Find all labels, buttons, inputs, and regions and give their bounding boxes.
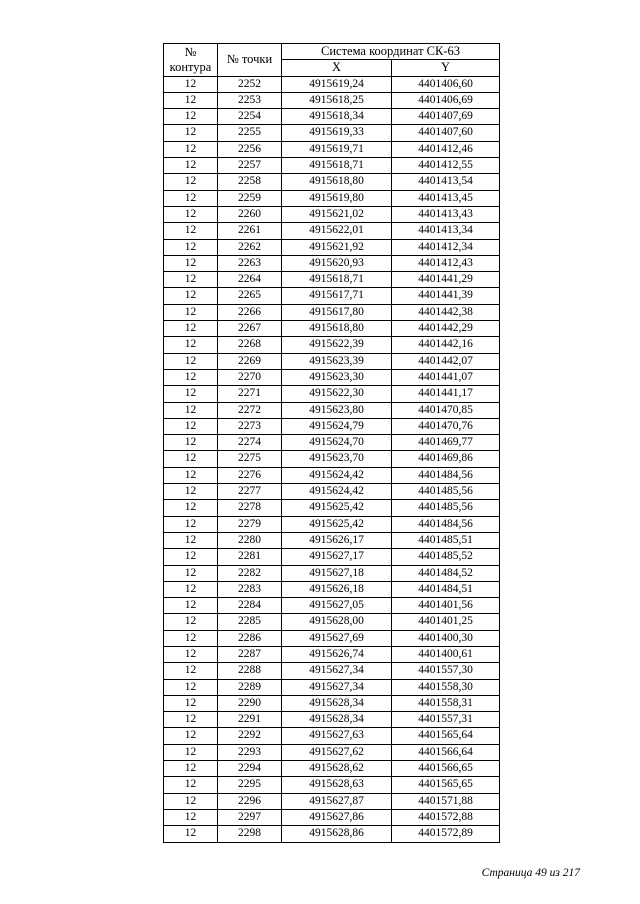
cell-x: 4915618,80 <box>282 174 392 190</box>
table-row <box>164 663 500 679</box>
cell-point: 2256 <box>218 141 282 157</box>
cell-x: 4915618,34 <box>282 109 392 125</box>
cell-contour: 12 <box>164 386 218 402</box>
table-row <box>164 679 500 695</box>
cell-contour: 12 <box>164 777 218 793</box>
cell-y: 4401485,52 <box>392 549 500 565</box>
cell-point: 2280 <box>218 532 282 548</box>
cell-y: 4401572,88 <box>392 809 500 825</box>
cell-y: 4401442,07 <box>392 353 500 369</box>
table-row <box>164 304 500 320</box>
cell-y: 4401441,39 <box>392 288 500 304</box>
cell-y: 4401441,29 <box>392 272 500 288</box>
cell-y: 4401557,30 <box>392 663 500 679</box>
cell-y: 4401413,45 <box>392 190 500 206</box>
cell-x: 4915623,30 <box>282 369 392 385</box>
cell-y: 4401566,64 <box>392 744 500 760</box>
coordinates-table <box>163 43 500 843</box>
cell-contour: 12 <box>164 646 218 662</box>
header-y: Y <box>392 60 500 76</box>
cell-y: 4401558,31 <box>392 695 500 711</box>
cell-contour: 12 <box>164 223 218 239</box>
cell-point: 2264 <box>218 272 282 288</box>
cell-point: 2291 <box>218 712 282 728</box>
cell-y: 4401412,46 <box>392 141 500 157</box>
cell-y: 4401400,30 <box>392 630 500 646</box>
cell-y: 4401557,31 <box>392 712 500 728</box>
table-row <box>164 386 500 402</box>
cell-x: 4915623,80 <box>282 402 392 418</box>
table-row <box>164 646 500 662</box>
cell-y: 4401406,69 <box>392 92 500 108</box>
cell-contour: 12 <box>164 809 218 825</box>
cell-contour: 12 <box>164 581 218 597</box>
header-coordinate-system: Система координат СК-63 <box>282 44 500 60</box>
table-row <box>164 125 500 141</box>
cell-contour: 12 <box>164 679 218 695</box>
cell-y: 4401470,76 <box>392 418 500 434</box>
cell-point: 2277 <box>218 484 282 500</box>
cell-point: 2276 <box>218 467 282 483</box>
cell-contour: 12 <box>164 321 218 337</box>
cell-y: 4401442,16 <box>392 337 500 353</box>
table-row <box>164 500 500 516</box>
cell-point: 2269 <box>218 353 282 369</box>
cell-x: 4915622,39 <box>282 337 392 353</box>
cell-x: 4915628,63 <box>282 777 392 793</box>
table-row <box>164 353 500 369</box>
cell-y: 4401558,30 <box>392 679 500 695</box>
cell-contour: 12 <box>164 174 218 190</box>
cell-x: 4915627,69 <box>282 630 392 646</box>
cell-y: 4401571,88 <box>392 793 500 809</box>
table-row <box>164 109 500 125</box>
table-row <box>164 744 500 760</box>
table-row <box>164 581 500 597</box>
table-row <box>164 255 500 271</box>
cell-point: 2295 <box>218 777 282 793</box>
cell-contour: 12 <box>164 337 218 353</box>
cell-y: 4401407,69 <box>392 109 500 125</box>
cell-x: 4915622,30 <box>282 386 392 402</box>
cell-point: 2270 <box>218 369 282 385</box>
cell-x: 4915624,42 <box>282 484 392 500</box>
cell-point: 2294 <box>218 761 282 777</box>
cell-point: 2286 <box>218 630 282 646</box>
cell-y: 4401400,61 <box>392 646 500 662</box>
cell-contour: 12 <box>164 109 218 125</box>
table-row <box>164 174 500 190</box>
table-row <box>164 451 500 467</box>
cell-y: 4401485,56 <box>392 484 500 500</box>
cell-x: 4915627,34 <box>282 663 392 679</box>
cell-contour: 12 <box>164 484 218 500</box>
cell-contour: 12 <box>164 239 218 255</box>
cell-contour: 12 <box>164 206 218 222</box>
cell-y: 4401413,43 <box>392 206 500 222</box>
table-row <box>164 793 500 809</box>
cell-y: 4401485,51 <box>392 532 500 548</box>
table-row <box>164 402 500 418</box>
cell-point: 2289 <box>218 679 282 695</box>
table-body <box>164 76 500 842</box>
cell-point: 2298 <box>218 826 282 842</box>
cell-x: 4915624,79 <box>282 418 392 434</box>
table-row <box>164 565 500 581</box>
cell-x: 4915621,92 <box>282 239 392 255</box>
cell-contour: 12 <box>164 500 218 516</box>
cell-y: 4401572,89 <box>392 826 500 842</box>
cell-y: 4401469,86 <box>392 451 500 467</box>
table-row <box>164 826 500 842</box>
cell-y: 4401441,07 <box>392 369 500 385</box>
table-row <box>164 728 500 744</box>
cell-y: 4401565,64 <box>392 728 500 744</box>
table-row <box>164 337 500 353</box>
cell-contour: 12 <box>164 304 218 320</box>
cell-x: 4915623,39 <box>282 353 392 369</box>
cell-x: 4915628,86 <box>282 826 392 842</box>
table-row <box>164 92 500 108</box>
header-x: X <box>282 60 392 76</box>
cell-contour: 12 <box>164 190 218 206</box>
cell-y: 4401413,34 <box>392 223 500 239</box>
cell-contour: 12 <box>164 402 218 418</box>
cell-y: 4401442,38 <box>392 304 500 320</box>
cell-x: 4915627,34 <box>282 679 392 695</box>
cell-point: 2288 <box>218 663 282 679</box>
cell-x: 4915628,34 <box>282 712 392 728</box>
cell-contour: 12 <box>164 728 218 744</box>
cell-contour: 12 <box>164 565 218 581</box>
cell-y: 4401484,51 <box>392 581 500 597</box>
cell-point: 2253 <box>218 92 282 108</box>
cell-y: 4401470,85 <box>392 402 500 418</box>
cell-x: 4915619,33 <box>282 125 392 141</box>
cell-x: 4915625,42 <box>282 516 392 532</box>
cell-y: 4401401,56 <box>392 598 500 614</box>
cell-contour: 12 <box>164 695 218 711</box>
cell-y: 4401565,65 <box>392 777 500 793</box>
table-row <box>164 418 500 434</box>
cell-x: 4915618,80 <box>282 321 392 337</box>
cell-point: 2285 <box>218 614 282 630</box>
cell-point: 2284 <box>218 598 282 614</box>
cell-point: 2278 <box>218 500 282 516</box>
table-row <box>164 614 500 630</box>
cell-contour: 12 <box>164 272 218 288</box>
cell-y: 4401469,77 <box>392 435 500 451</box>
header-contour-symbol: № <box>184 44 197 59</box>
cell-y: 4401412,34 <box>392 239 500 255</box>
cell-x: 4915617,80 <box>282 304 392 320</box>
table-row <box>164 712 500 728</box>
table-row <box>164 272 500 288</box>
cell-point: 2282 <box>218 565 282 581</box>
cell-x: 4915623,70 <box>282 451 392 467</box>
cell-contour: 12 <box>164 532 218 548</box>
cell-point: 2268 <box>218 337 282 353</box>
cell-contour: 12 <box>164 663 218 679</box>
cell-x: 4915626,18 <box>282 581 392 597</box>
cell-contour: 12 <box>164 761 218 777</box>
cell-contour: 12 <box>164 141 218 157</box>
cell-point: 2296 <box>218 793 282 809</box>
cell-point: 2293 <box>218 744 282 760</box>
cell-point: 2252 <box>218 76 282 92</box>
cell-x: 4915625,42 <box>282 500 392 516</box>
cell-y: 4401412,55 <box>392 158 500 174</box>
table-header <box>164 44 500 77</box>
cell-contour: 12 <box>164 614 218 630</box>
table-row <box>164 190 500 206</box>
cell-x: 4915627,63 <box>282 728 392 744</box>
table-row <box>164 695 500 711</box>
table-row <box>164 223 500 239</box>
table-row <box>164 484 500 500</box>
table-row <box>164 206 500 222</box>
cell-x: 4915627,87 <box>282 793 392 809</box>
cell-point: 2287 <box>218 646 282 662</box>
cell-contour: 12 <box>164 451 218 467</box>
cell-contour: 12 <box>164 630 218 646</box>
cell-contour: 12 <box>164 516 218 532</box>
cell-y: 4401441,17 <box>392 386 500 402</box>
page-number: Страница 49 из 217 <box>481 867 580 879</box>
cell-y: 4401484,52 <box>392 565 500 581</box>
cell-x: 4915618,71 <box>282 158 392 174</box>
table-row <box>164 435 500 451</box>
cell-contour: 12 <box>164 435 218 451</box>
cell-point: 2279 <box>218 516 282 532</box>
cell-y: 4401407,60 <box>392 125 500 141</box>
cell-contour: 12 <box>164 826 218 842</box>
cell-contour: 12 <box>164 92 218 108</box>
table-row <box>164 516 500 532</box>
cell-x: 4915619,71 <box>282 141 392 157</box>
cell-contour: 12 <box>164 369 218 385</box>
cell-y: 4401413,54 <box>392 174 500 190</box>
header-contour-number <box>164 44 218 77</box>
cell-y: 4401412,43 <box>392 255 500 271</box>
cell-contour: 12 <box>164 125 218 141</box>
cell-contour: 12 <box>164 467 218 483</box>
cell-x: 4915627,86 <box>282 809 392 825</box>
cell-point: 2281 <box>218 549 282 565</box>
header-row-top <box>164 44 500 60</box>
cell-y: 4401485,56 <box>392 500 500 516</box>
table-row <box>164 141 500 157</box>
table-row <box>164 777 500 793</box>
cell-point: 2290 <box>218 695 282 711</box>
cell-point: 2272 <box>218 402 282 418</box>
cell-point: 2261 <box>218 223 282 239</box>
cell-x: 4915618,71 <box>282 272 392 288</box>
cell-contour: 12 <box>164 598 218 614</box>
table-row <box>164 761 500 777</box>
cell-x: 4915619,80 <box>282 190 392 206</box>
cell-point: 2260 <box>218 206 282 222</box>
header-contour-word: контура <box>169 59 212 74</box>
cell-point: 2275 <box>218 451 282 467</box>
cell-point: 2292 <box>218 728 282 744</box>
cell-contour: 12 <box>164 353 218 369</box>
cell-x: 4915626,17 <box>282 532 392 548</box>
cell-point: 2283 <box>218 581 282 597</box>
cell-point: 2262 <box>218 239 282 255</box>
cell-point: 2273 <box>218 418 282 434</box>
cell-point: 2258 <box>218 174 282 190</box>
cell-point: 2257 <box>218 158 282 174</box>
cell-x: 4915627,05 <box>282 598 392 614</box>
table-row <box>164 630 500 646</box>
header-point-number: № точки <box>218 44 282 77</box>
cell-x: 4915626,74 <box>282 646 392 662</box>
cell-y: 4401484,56 <box>392 516 500 532</box>
cell-x: 4915621,02 <box>282 206 392 222</box>
cell-point: 2297 <box>218 809 282 825</box>
cell-point: 2267 <box>218 321 282 337</box>
cell-x: 4915624,70 <box>282 435 392 451</box>
cell-x: 4915627,18 <box>282 565 392 581</box>
cell-point: 2271 <box>218 386 282 402</box>
cell-y: 4401406,60 <box>392 76 500 92</box>
cell-x: 4915618,25 <box>282 92 392 108</box>
cell-contour: 12 <box>164 255 218 271</box>
cell-contour: 12 <box>164 744 218 760</box>
cell-x: 4915617,71 <box>282 288 392 304</box>
cell-y: 4401401,25 <box>392 614 500 630</box>
table-row <box>164 239 500 255</box>
table-row <box>164 809 500 825</box>
cell-contour: 12 <box>164 76 218 92</box>
table-row <box>164 467 500 483</box>
cell-y: 4401566,65 <box>392 761 500 777</box>
cell-x: 4915622,01 <box>282 223 392 239</box>
table-row <box>164 158 500 174</box>
cell-x: 4915628,34 <box>282 695 392 711</box>
cell-x: 4915619,24 <box>282 76 392 92</box>
cell-x: 4915628,00 <box>282 614 392 630</box>
cell-contour: 12 <box>164 158 218 174</box>
cell-point: 2265 <box>218 288 282 304</box>
cell-contour: 12 <box>164 793 218 809</box>
cell-x: 4915627,62 <box>282 744 392 760</box>
table-row <box>164 76 500 92</box>
cell-x: 4915624,42 <box>282 467 392 483</box>
table-row <box>164 321 500 337</box>
cell-point: 2255 <box>218 125 282 141</box>
cell-y: 4401442,29 <box>392 321 500 337</box>
cell-point: 2266 <box>218 304 282 320</box>
cell-x: 4915628,62 <box>282 761 392 777</box>
cell-contour: 12 <box>164 549 218 565</box>
cell-contour: 12 <box>164 288 218 304</box>
cell-point: 2274 <box>218 435 282 451</box>
table-row <box>164 369 500 385</box>
table-row <box>164 532 500 548</box>
table-row <box>164 598 500 614</box>
table-row <box>164 549 500 565</box>
cell-point: 2263 <box>218 255 282 271</box>
cell-point: 2259 <box>218 190 282 206</box>
cell-x: 4915620,93 <box>282 255 392 271</box>
cell-point: 2254 <box>218 109 282 125</box>
cell-contour: 12 <box>164 712 218 728</box>
cell-y: 4401484,56 <box>392 467 500 483</box>
table-row <box>164 288 500 304</box>
cell-contour: 12 <box>164 418 218 434</box>
cell-x: 4915627,17 <box>282 549 392 565</box>
